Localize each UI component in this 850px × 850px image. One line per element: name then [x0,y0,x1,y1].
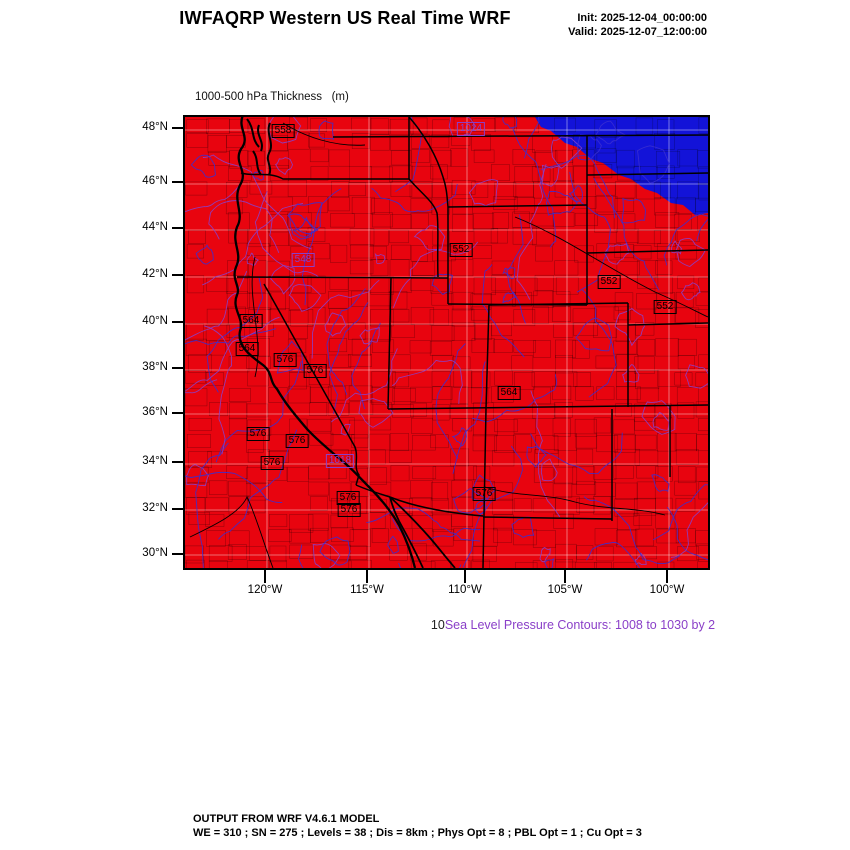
thickness-contour-label: 576 [337,491,360,505]
lon-tick [564,570,566,583]
valid-time: Valid: 2025-12-07_12:00:00 [568,26,707,38]
lat-tick [172,181,183,183]
thickness-contour-label: 576 [261,456,284,470]
thickness-contour-label: 576 [286,434,309,448]
lon-tick [366,570,368,583]
caption-prefix: 10 [430,618,445,632]
lat-tick [172,553,183,555]
thickness-contour-label: 576 [338,503,361,517]
lat-label: 48°N [142,121,168,133]
thickness-contour-label: 552 [598,275,621,289]
lon-label: 105°W [547,584,583,596]
caption [417,604,715,646]
lon-label: 100°W [649,584,685,596]
slp-contour-caption: Sea Level Pressure Contours: 1008 to 1030 by 2 [444,618,716,632]
lat-tick [172,461,183,463]
model-times [568,11,707,39]
pressure-contour-label: 548 [292,253,315,267]
thickness-contour-label: 564 [240,314,263,328]
lat-tick [172,508,183,510]
thickness-contour-label: 576 [274,353,297,367]
lon-tick [464,570,466,583]
lat-label: 38°N [142,361,168,373]
lat-tick [172,227,183,229]
lat-tick [172,321,183,323]
thickness-contour-label: 564 [236,342,259,356]
init-time: Init: 2025-12-04_00:00:00 [577,12,707,24]
pressure-contour-label: 1014 [457,122,485,136]
lat-label: 34°N [142,455,168,467]
lat-label: 42°N [142,268,168,280]
lon-tick [666,570,668,583]
lat-label: 30°N [142,547,168,559]
pressure-contour-label: 1018 [326,454,354,468]
thickness-contour-label: 576 [304,364,327,378]
lat-label: 32°N [142,502,168,514]
thickness-contour-label: 552 [654,300,677,314]
lat-label: 40°N [142,315,168,327]
thickness-contour-label: 576 [473,487,496,501]
lat-tick [172,367,183,369]
lon-label: 115°W [350,584,384,596]
map-graphics [185,117,708,568]
lon-label: 110°W [448,584,482,596]
lat-label: 36°N [142,406,168,418]
lat-tick [172,412,183,414]
page-title: IWFAQRP Western US Real Time WRF [179,8,511,28]
thickness-contour-label: 576 [247,427,270,441]
lat-label: 44°N [142,221,168,233]
lon-label: 120°W [247,584,283,596]
thickness-contour-label: 558 [272,124,295,138]
legend-thickness-1: 1000-500 hPa Thickness (m) [195,91,349,103]
footer-config: WE = 310 ; SN = 275 ; Levels = 38 ; Dis = 8km ; Phys Opt = 8 ; PBL Opt = 1 ; Cu Opt = 3 [193,826,642,839]
thickness-contour-label: 564 [498,386,521,400]
thickness-contour-label: 552 [450,243,473,257]
lat-tick [172,274,183,276]
model-footer [193,813,642,840]
lat-tick [172,127,183,129]
footer-model: OUTPUT FROM WRF V4.6.1 MODEL [193,813,380,825]
lat-label: 46°N [142,175,168,187]
lon-tick [264,570,266,583]
map-canvas [183,115,710,570]
